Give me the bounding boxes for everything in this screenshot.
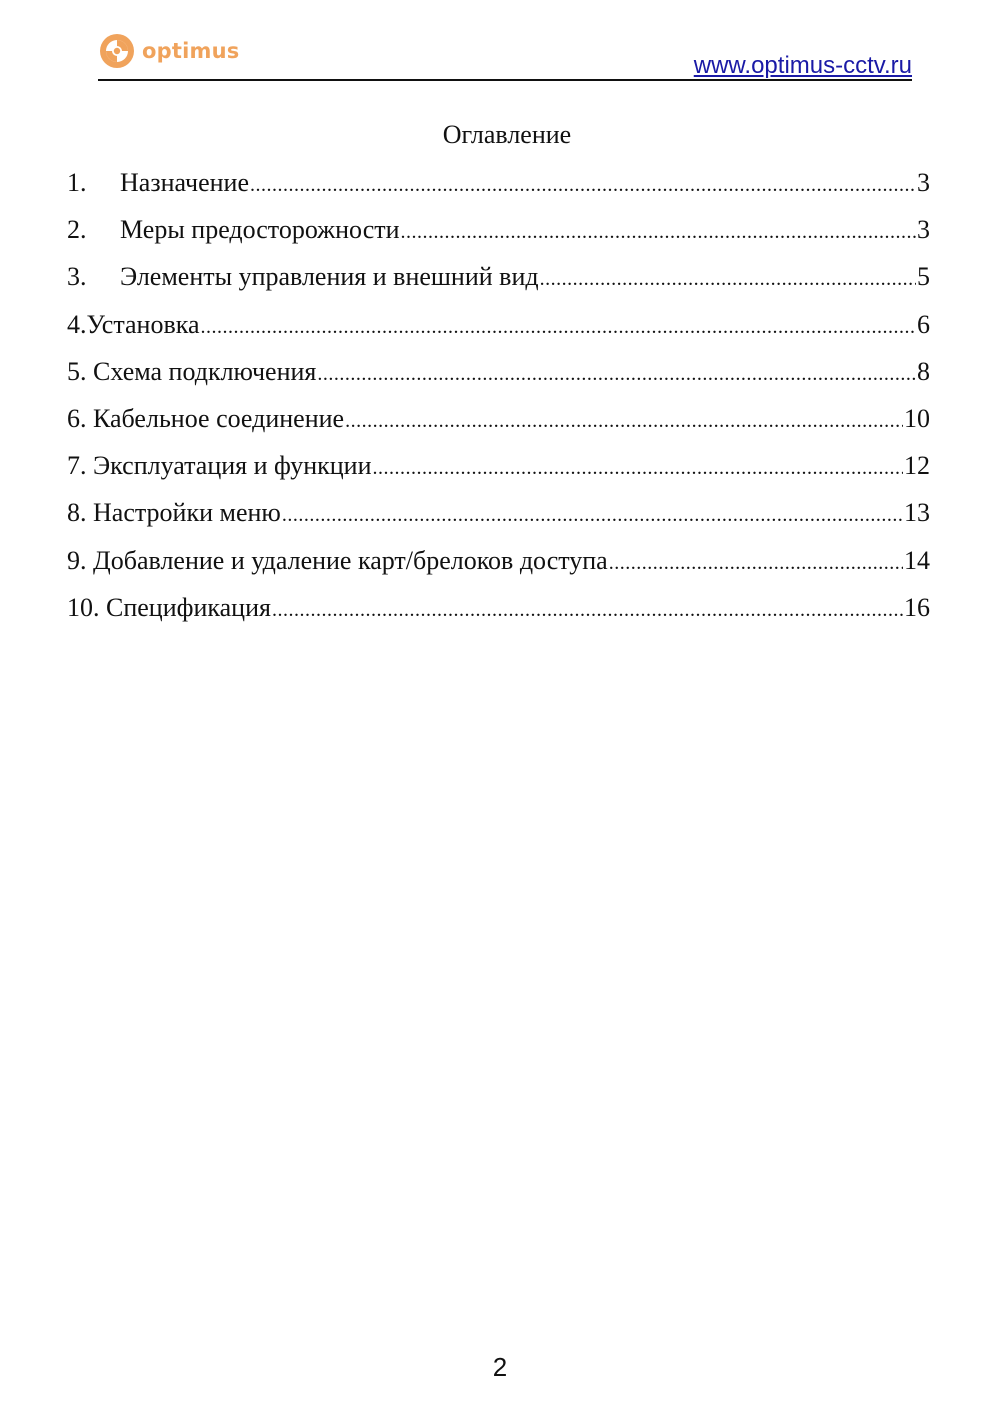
toc-entry-number: 4. <box>67 309 87 339</box>
toc-entry-label: Элементы управления и внешний вид <box>120 262 539 292</box>
toc-entry-number: 2. <box>67 215 87 245</box>
toc-entry-page: 12 <box>904 451 930 481</box>
toc-entry-page: 5 <box>917 262 930 292</box>
toc-entry-page: 13 <box>904 498 930 528</box>
toc-entry-number: 10. <box>67 592 106 622</box>
toc-entry-page: 8 <box>917 356 930 386</box>
brand-logo <box>98 32 239 70</box>
toc-entry-number: 1. <box>67 168 87 197</box>
toc-entry[interactable] <box>67 306 930 353</box>
logo-text: optimus <box>142 39 240 63</box>
toc-entry-label: Эксплуатация и функции <box>93 451 372 481</box>
toc-dot-leader <box>540 260 916 298</box>
toc-entry[interactable] <box>67 353 930 400</box>
header-divider <box>98 79 912 81</box>
toc-entry-label: Схема подключения <box>93 356 317 386</box>
toc-entry[interactable] <box>67 447 930 494</box>
page-number: 2 <box>492 1352 508 1382</box>
toc-entry-label: Меры предосторожности <box>120 215 400 245</box>
toc-entry-number: 5. <box>67 356 93 386</box>
website-link[interactable]: www.optimus-cctv.ru <box>693 52 912 79</box>
toc-entry-label: Назначение <box>120 168 249 197</box>
toc-dot-leader <box>373 449 903 487</box>
toc-entry-page: 3 <box>917 215 930 245</box>
toc-entry-label: Настройки меню <box>93 498 281 528</box>
toc-dot-leader <box>272 591 903 629</box>
toc-entry[interactable] <box>67 211 930 258</box>
toc-entry-page: 3 <box>917 168 930 197</box>
toc-entry[interactable] <box>67 542 930 589</box>
toc-entry-page: 14 <box>904 545 930 575</box>
toc-dot-leader <box>201 308 916 346</box>
toc-entry-number: 8. <box>67 498 93 528</box>
page-header <box>98 28 912 80</box>
toc-entry[interactable] <box>67 258 930 305</box>
toc-dot-leader <box>317 355 916 393</box>
toc-dot-leader <box>609 544 903 582</box>
toc-title: Оглавление <box>442 120 572 149</box>
toc-entry[interactable] <box>67 400 930 447</box>
toc-entry-label: Спецификация <box>106 592 271 622</box>
toc-dot-leader <box>282 496 903 534</box>
toc-entry-label: Установка <box>86 309 200 339</box>
toc-dot-leader <box>401 213 916 251</box>
toc-entry-number: 6. <box>67 403 93 433</box>
toc-entry-label: Добавление и удаление карт/брелоков доступа <box>93 545 608 575</box>
table-of-contents <box>67 164 930 636</box>
toc-entry-number: 3. <box>67 262 87 292</box>
toc-dot-leader <box>345 402 903 440</box>
toc-dot-leader <box>250 166 916 204</box>
toc-entry-number: 9. <box>67 545 93 575</box>
toc-entry[interactable] <box>67 164 930 211</box>
toc-entry[interactable] <box>67 494 930 541</box>
toc-entry-page: 10 <box>904 403 930 433</box>
toc-entry-label: Кабельное соединение <box>93 403 345 433</box>
optimus-logo-icon <box>98 32 136 70</box>
toc-entry-page: 16 <box>904 592 930 622</box>
toc-entry-number: 7. <box>67 451 93 481</box>
toc-entry[interactable] <box>67 589 930 636</box>
toc-entry-page: 6 <box>917 309 930 339</box>
